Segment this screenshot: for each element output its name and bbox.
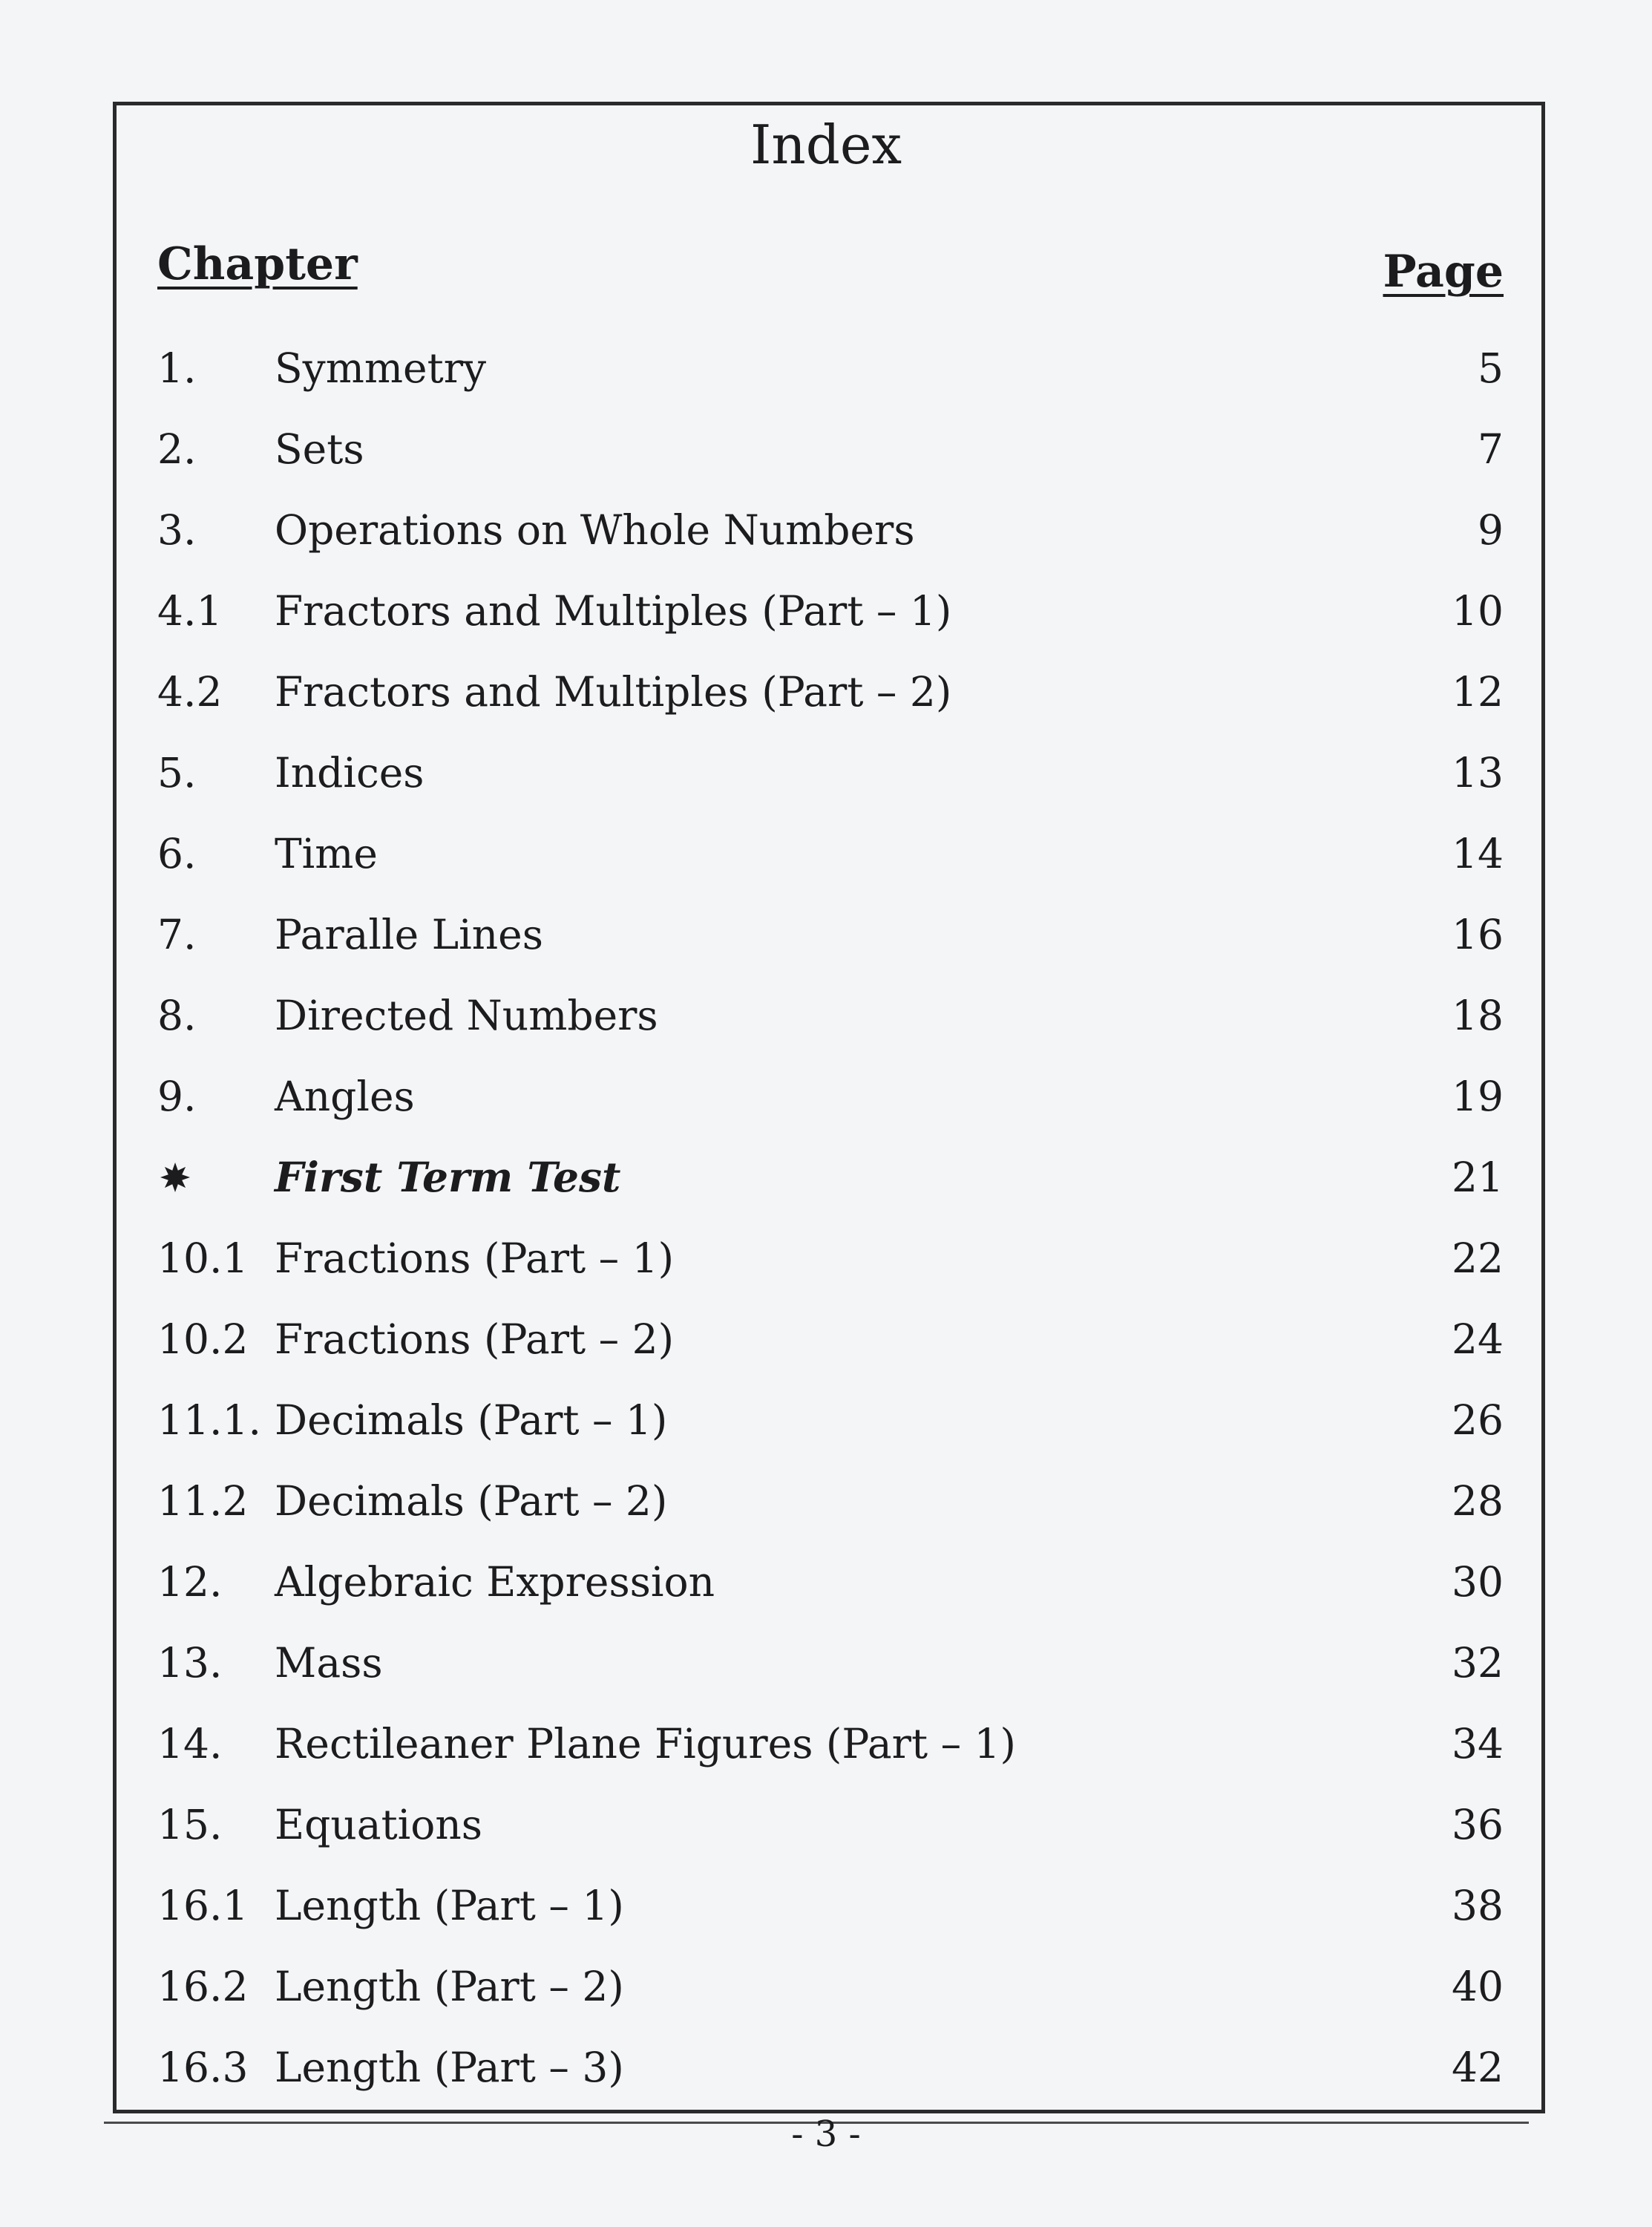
index-entry	[0, 1464, 1652, 1538]
entry-page: 38	[1452, 1882, 1504, 1929]
index-entry	[0, 978, 1652, 1053]
entry-number: 7.	[157, 911, 197, 958]
entry-title: Fractions (Part – 1)	[275, 1235, 675, 1282]
index-entry	[0, 655, 1652, 729]
page-number: - 3 -	[791, 2113, 861, 2155]
index-entry	[0, 1707, 1652, 1781]
index-entry-test	[0, 1140, 1652, 1214]
entry-title: Directed Numbers	[275, 992, 658, 1039]
entry-title: Time	[275, 830, 378, 877]
entry-number: 8.	[157, 992, 197, 1039]
entry-title: Length (Part – 2)	[275, 1963, 624, 2010]
entry-page: 7	[1478, 425, 1504, 473]
entry-number: 12.	[157, 1558, 223, 1606]
page-title: Index	[750, 114, 902, 176]
entry-page: 42	[1452, 2044, 1504, 2091]
entry-title: Paralle Lines	[275, 911, 543, 958]
entry-page: 32	[1452, 1639, 1504, 1687]
index-entry	[0, 1868, 1652, 1943]
entry-title: Mass	[275, 1639, 383, 1687]
entry-title: Decimals (Part – 2)	[275, 1477, 668, 1525]
entry-number: 3.	[157, 506, 197, 554]
entry-title: Symmetry	[275, 344, 487, 392]
entry-page: 18	[1452, 992, 1504, 1039]
index-entry	[0, 1383, 1652, 1457]
entry-title: Operations on Whole Numbers	[275, 506, 915, 554]
index-entry	[0, 331, 1652, 405]
entry-title: Fractors and Multiples (Part – 1)	[275, 587, 952, 635]
entry-number: 13.	[157, 1639, 223, 1687]
entry-page: 21	[1452, 1154, 1504, 1201]
entry-title: First Term Test	[275, 1153, 621, 1201]
entry-number: 4.1	[157, 587, 223, 635]
entry-title: Length (Part – 3)	[275, 2044, 624, 2091]
entry-title: Fractions (Part – 2)	[275, 1315, 675, 1363]
entry-title: Rectileaner Plane Figures (Part – 1)	[275, 1720, 1016, 1767]
star-bullet-icon	[160, 1162, 190, 1192]
entry-number: 5.	[157, 749, 197, 797]
index-entry	[0, 1545, 1652, 1619]
index-entry	[0, 1626, 1652, 1700]
entry-number: 16.3	[157, 2044, 249, 2091]
entry-number: 9.	[157, 1073, 197, 1120]
entry-number: 11.1.	[157, 1396, 261, 1444]
index-entry	[0, 412, 1652, 486]
entry-page: 14	[1452, 830, 1504, 877]
page-column-header: Page	[1383, 246, 1504, 298]
index-entry	[0, 1059, 1652, 1134]
entry-title: Fractors and Multiples (Part – 2)	[275, 668, 952, 716]
entry-title: Indices	[275, 749, 425, 797]
entry-page: 22	[1452, 1235, 1504, 1282]
index-entry	[0, 736, 1652, 810]
entry-page: 34	[1452, 1720, 1504, 1767]
index-entry	[0, 493, 1652, 567]
entry-title: Algebraic Expression	[275, 1558, 715, 1606]
entry-title: Sets	[275, 425, 364, 473]
index-entry	[0, 1949, 1652, 2024]
entry-page: 19	[1452, 1073, 1504, 1120]
index-entry	[0, 574, 1652, 648]
index-entry	[0, 1302, 1652, 1376]
entry-number: 1.	[157, 344, 197, 392]
entry-number: 15.	[157, 1801, 223, 1848]
entry-page: 10	[1452, 587, 1504, 635]
entry-page: 9	[1478, 506, 1504, 554]
entry-page: 13	[1452, 749, 1504, 797]
entry-number: 14.	[157, 1720, 223, 1767]
index-entry	[0, 1788, 1652, 1862]
entry-title: Decimals (Part – 1)	[275, 1396, 668, 1444]
entry-page: 36	[1452, 1801, 1504, 1848]
entry-number: 10.1	[157, 1235, 249, 1282]
index-entry	[0, 897, 1652, 972]
entry-page: 24	[1452, 1315, 1504, 1363]
chapter-column-header: Chapter	[157, 238, 358, 290]
entry-page: 12	[1452, 668, 1504, 716]
entry-number: 16.2	[157, 1963, 249, 2010]
entry-number: 2.	[157, 425, 197, 473]
index-entry	[0, 2030, 1652, 2105]
entry-title: Equations	[275, 1801, 483, 1848]
entry-title: Length (Part – 1)	[275, 1882, 624, 1929]
entry-title: Angles	[275, 1073, 415, 1120]
entry-page: 30	[1452, 1558, 1504, 1606]
entry-number: 6.	[157, 830, 197, 877]
entry-number: 4.2	[157, 668, 223, 716]
entry-number: 16.1	[157, 1882, 249, 1929]
entry-page: 40	[1452, 1963, 1504, 2010]
entry-page: 5	[1478, 344, 1504, 392]
entry-page: 16	[1452, 911, 1504, 958]
entry-number: 10.2	[157, 1315, 249, 1363]
entry-number: 11.2	[157, 1477, 249, 1525]
entry-page: 26	[1452, 1396, 1504, 1444]
index-entry	[0, 817, 1652, 891]
entry-page: 28	[1452, 1477, 1504, 1525]
index-entry	[0, 1221, 1652, 1295]
